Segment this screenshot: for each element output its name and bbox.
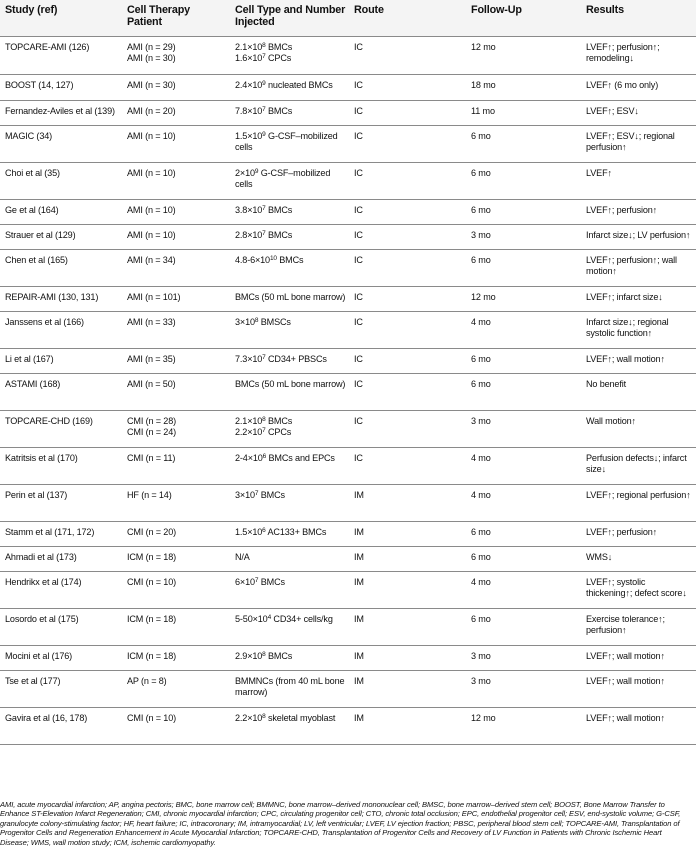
follow-up-cell: 6 mo [466, 162, 581, 199]
patient-cell: CMI (n = 20) [122, 521, 230, 546]
results-cell: No benefit [581, 373, 696, 410]
table-row [0, 100, 696, 125]
patient-cell: AP (n = 8) [122, 670, 230, 707]
study-cell: Losordo et al (175) [0, 608, 122, 645]
route-cell: IC [349, 447, 466, 484]
results-cell: LVEF↑; wall motion↑ [581, 645, 696, 670]
results-cell: LVEF↑ [581, 162, 696, 199]
cell-type-cell: $2-4\times 10^6$ BMCs and EPCs [230, 447, 349, 484]
follow-up-cell: 4 mo [466, 311, 581, 348]
follow-up-cell: 6 mo [466, 125, 581, 162]
route-cell: IC [349, 373, 466, 410]
table-row [0, 521, 696, 546]
study-cell: Janssens et al (166) [0, 311, 122, 348]
patient-cell: CMI (n = 10) [122, 707, 230, 744]
route-cell: IM [349, 707, 466, 744]
study-cell: Mocini et al (176) [0, 645, 122, 670]
route-cell: IC [349, 348, 466, 373]
route-cell: IC [349, 410, 466, 447]
cell-type-cell: BMMNCs (from 40 mL bone marrow) [230, 670, 349, 707]
patient-cell: AMI (n = 20) [122, 100, 230, 125]
route-cell: IM [349, 571, 466, 608]
route-cell: IM [349, 670, 466, 707]
study-cell: Ge et al (164) [0, 199, 122, 224]
patient-cell: AMI (n = 10) [122, 199, 230, 224]
study-cell: MAGIC (34) [0, 125, 122, 162]
table-row [0, 546, 696, 571]
follow-up-cell: 12 mo [466, 707, 581, 744]
study-cell: Choi et al (35) [0, 162, 122, 199]
follow-up-cell: 6 mo [466, 546, 581, 571]
study-cell: Katritsis et al (170) [0, 447, 122, 484]
study-cell: Perin et al (137) [0, 484, 122, 521]
results-cell: LVEF↑; infarct size↓ [581, 286, 696, 311]
header-follow-up: Follow-Up [466, 0, 581, 36]
follow-up-cell: 6 mo [466, 249, 581, 286]
follow-up-cell: 4 mo [466, 571, 581, 608]
results-cell: LVEF↑; wall motion↑ [581, 670, 696, 707]
follow-up-cell: 3 mo [466, 645, 581, 670]
route-cell: IC [349, 249, 466, 286]
follow-up-cell: 11 mo [466, 100, 581, 125]
table-row [0, 125, 696, 162]
cell-type-cell: $7.8\times 10^7$ BMCs [230, 100, 349, 125]
route-cell: IM [349, 645, 466, 670]
study-cell: Ahmadi et al (173) [0, 546, 122, 571]
results-cell: LVEF↑; regional perfusion↑ [581, 484, 696, 521]
study-cell: TOPCARE-AMI (126) [0, 36, 122, 74]
patient-cell: AMI (n = 34) [122, 249, 230, 286]
cell-type-cell: N/A [230, 546, 349, 571]
header-cell-type: Cell Type and Number Injected [230, 0, 349, 36]
table-row [0, 286, 696, 311]
results-cell: Wall motion↑ [581, 410, 696, 447]
study-cell: Strauer et al (129) [0, 224, 122, 249]
patient-cell: AMI (n = 101) [122, 286, 230, 311]
patient-cell: CMI (n = 11) [122, 447, 230, 484]
cell-type-cell: $2.1\times 10^8$ BMCs $1.6\times 10^7$ CPCs [230, 36, 349, 74]
route-cell: IM [349, 608, 466, 645]
table-row [0, 484, 696, 521]
cell-type-cell: $3\times 10^7$ BMCs [230, 484, 349, 521]
follow-up-cell: 12 mo [466, 286, 581, 311]
table-row [0, 311, 696, 348]
results-cell: LVEF↑ (6 mo only) [581, 74, 696, 100]
cell-type-cell: $3.8\times 10^7$ BMCs [230, 199, 349, 224]
follow-up-cell: 4 mo [466, 447, 581, 484]
study-cell: Chen et al (165) [0, 249, 122, 286]
table-row [0, 162, 696, 199]
study-cell: Hendrikx et al (174) [0, 571, 122, 608]
table-row [0, 373, 696, 410]
results-cell: LVEF↑; systolic thickening↑; defect score↓ [581, 571, 696, 608]
results-cell: LVEF↑; wall motion↑ [581, 707, 696, 744]
study-cell: Stamm et al (171, 172) [0, 521, 122, 546]
route-cell: IC [349, 286, 466, 311]
results-cell: Exercise tolerance↑; perfusion↑ [581, 608, 696, 645]
patient-cell: HF (n = 14) [122, 484, 230, 521]
route-cell: IC [349, 224, 466, 249]
cell-type-cell: BMCs (50 mL bone marrow) [230, 373, 349, 410]
route-cell: IM [349, 521, 466, 546]
cell-type-cell: $2\times 10^9$ G-CSF–mobilized cells [230, 162, 349, 199]
follow-up-cell: 6 mo [466, 199, 581, 224]
route-cell: IC [349, 125, 466, 162]
table-row [0, 707, 696, 744]
header-route: Route [349, 0, 466, 36]
results-cell: LVEF↑; perfusion↑; wall motion↑ [581, 249, 696, 286]
cell-type-cell: $2.1\times 10^8$ BMCs $2.2\times 10^7$ CPCs [230, 410, 349, 447]
study-cell: BOOST (14, 127) [0, 74, 122, 100]
cell-type-cell: $2.9\times 10^8$ BMCs [230, 645, 349, 670]
table-row [0, 608, 696, 645]
table-row [0, 645, 696, 670]
study-cell: Li et al (167) [0, 348, 122, 373]
results-cell: Infarct size↓; regional systolic function↑ [581, 311, 696, 348]
follow-up-cell: 18 mo [466, 74, 581, 100]
follow-up-cell: 4 mo [466, 484, 581, 521]
follow-up-cell: 12 mo [466, 36, 581, 74]
results-cell: LVEF↑; perfusion↑ [581, 521, 696, 546]
results-cell: Perfusion defects↓; infarct size↓ [581, 447, 696, 484]
follow-up-cell: 6 mo [466, 521, 581, 546]
patient-cell: AMI (n = 30) [122, 74, 230, 100]
header-study: Study (ref) [0, 0, 122, 36]
results-cell: LVEF↑; perfusion↑ [581, 199, 696, 224]
route-cell: IC [349, 36, 466, 74]
route-cell: IM [349, 546, 466, 571]
cell-type-cell: $2.8\times 10^7$ BMCs [230, 224, 349, 249]
table-row [0, 571, 696, 608]
cell-type-cell: $2.4\times 10^9$ nucleated BMCs [230, 74, 349, 100]
patient-cell: AMI (n = 29) AMI (n = 30) [122, 36, 230, 74]
cell-type-cell: $3\times 10^8$ BMSCs [230, 311, 349, 348]
results-cell: LVEF↑; wall motion↑ [581, 348, 696, 373]
route-cell: IM [349, 484, 466, 521]
table-row [0, 249, 696, 286]
cell-type-cell: $4.8-6\times 10^{10}$ BMCs [230, 249, 349, 286]
cell-type-cell: $1.5\times 10^9$ G-CSF–mobilized cells [230, 125, 349, 162]
results-cell: LVEF↑; ESV↓; regional perfusion↑ [581, 125, 696, 162]
patient-cell: CMI (n = 10) [122, 571, 230, 608]
table-header-row [0, 0, 696, 36]
table-row [0, 670, 696, 707]
patient-cell: AMI (n = 33) [122, 311, 230, 348]
study-cell: ASTAMI (168) [0, 373, 122, 410]
table-row [0, 410, 696, 447]
study-cell: REPAIR-AMI (130, 131) [0, 286, 122, 311]
results-cell: LVEF↑; perfusion↑; remodeling↓ [581, 36, 696, 74]
patient-cell: AMI (n = 10) [122, 162, 230, 199]
follow-up-cell: 6 mo [466, 608, 581, 645]
table-row [0, 199, 696, 224]
table-row [0, 224, 696, 249]
study-cell: Fernandez-Aviles et al (139) [0, 100, 122, 125]
study-cell: Tse et al (177) [0, 670, 122, 707]
cell-type-cell: $2.2\times 10^8$ skeletal myoblast [230, 707, 349, 744]
route-cell: IC [349, 100, 466, 125]
route-cell: IC [349, 74, 466, 100]
table-row [0, 36, 696, 74]
cell-type-cell: BMCs (50 mL bone marrow) [230, 286, 349, 311]
route-cell: IC [349, 199, 466, 224]
follow-up-cell: 3 mo [466, 670, 581, 707]
cell-type-cell: $6\times 10^7$ BMCs [230, 571, 349, 608]
follow-up-cell: 3 mo [466, 224, 581, 249]
results-cell: LVEF↑; ESV↓ [581, 100, 696, 125]
patient-cell: AMI (n = 50) [122, 373, 230, 410]
table-footnote: AMI, acute myocardial infarction; AP, angina pectoris; BMC, bone marrow cell; BMMNC, bone marrow–derived mononuclear cell; BMSC, bone marrow–derived stem cell; BOOST, Bone Marrow Transfer to Enhance ST-Elevation Infarct Regeneration; CMI, chronic myocardial infarction; CPC, circulating progenitor cell; CTO, chronic total occlusion; EPC, endothelial progenitor cell; ESV, end-systolic volume; G-CSF, granulocyte colony-stimulating factor; HF, heart failure; IC, intracoronary; IM, intramyocardial; LV, left ventricular; LVEF, LV ejection fraction; PBSC, peripheral blood stem cell; TOPCARE-AMI, Transplantation of Progenitor Cells and Regeneration Enhancement in Acute Myocardial Infarction; TOPCARE-CHD, Transplantation of Progenitor Cells and Recovery of LV Function in Patients with Chronic Ischemic Heart Disease; WMS, wall motion study; ICM, ischemic cardiomyopathy. [0, 800, 681, 847]
cell-type-cell: $7.3\times 10^7$ CD34+ PBSCs [230, 348, 349, 373]
follow-up-cell: 6 mo [466, 373, 581, 410]
patient-cell: CMI (n = 28) CMI (n = 24) [122, 410, 230, 447]
patient-cell: ICM (n = 18) [122, 608, 230, 645]
route-cell: IC [349, 162, 466, 199]
patient-cell: AMI (n = 10) [122, 125, 230, 162]
study-cell: TOPCARE-CHD (169) [0, 410, 122, 447]
patient-cell: ICM (n = 18) [122, 546, 230, 571]
patient-cell: ICM (n = 18) [122, 645, 230, 670]
results-cell: Infarct size↓; LV perfusion↑ [581, 224, 696, 249]
table-row [0, 348, 696, 373]
cell-type-cell: $1.5\times 10^6$ AC133+ BMCs [230, 521, 349, 546]
patient-cell: AMI (n = 10) [122, 224, 230, 249]
study-cell: Gavira et al (16, 178) [0, 707, 122, 744]
follow-up-cell: 3 mo [466, 410, 581, 447]
route-cell: IC [349, 311, 466, 348]
table-row [0, 447, 696, 484]
table-row [0, 74, 696, 100]
header-patient: Cell Therapy Patient [122, 0, 230, 36]
header-results: Results [581, 0, 696, 36]
cell-type-cell: $5-50\times 10^4$ CD34+ cells/kg [230, 608, 349, 645]
patient-cell: AMI (n = 35) [122, 348, 230, 373]
results-cell: WMS↓ [581, 546, 696, 571]
follow-up-cell: 6 mo [466, 348, 581, 373]
